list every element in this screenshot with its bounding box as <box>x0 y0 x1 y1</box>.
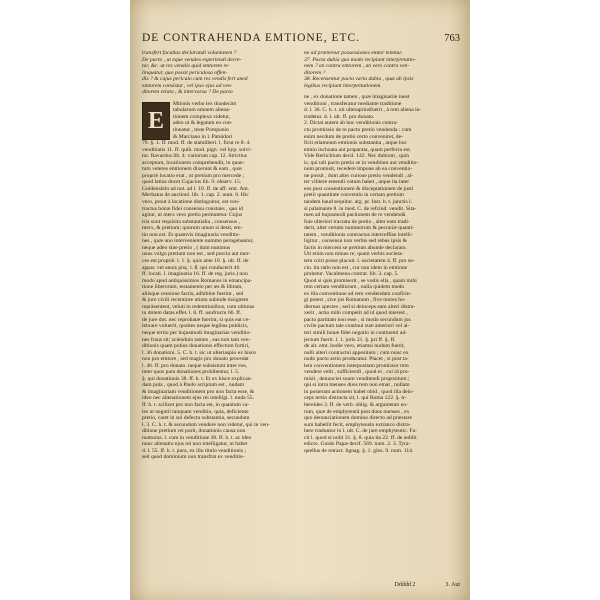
text-line: probetur. Vacalmena contrat. lib. 3. cap. 5. <box>304 271 399 278</box>
right-summary <box>304 50 458 89</box>
text-line: pacto partitam non esse , si modo secundum jus <box>304 316 411 323</box>
signature-mark: Ddddd 2 <box>394 582 416 588</box>
text-line: neque tertio per hujusmodi imaginarias venditio- <box>142 329 252 336</box>
text-line: si palamante 8. in med. C. de refcind. vendit. Sita- <box>304 205 417 212</box>
text-line: Uti enim non minus re, quam verbis societa- <box>304 251 404 258</box>
text-line: misit , denunciet suum venditendi propositum ; <box>304 375 410 382</box>
text-line: venditiatis 11. ff. quib. mod. pign. vel hyp. solvi- <box>142 146 252 153</box>
text-line: rum, quæ de emphyteutâ post duos menses , ex <box>304 408 410 415</box>
text-line: tur. Ravardus lib. 4. variorum cap. 12. Strictius <box>142 153 248 160</box>
text-line: modo apud antiquissimos Romanos in emancipa- <box>142 277 253 284</box>
text-line: tio non est. Et quamvis imaginaria venditio- <box>142 231 241 238</box>
text-line: nudo pacto actio producatur. Placet , si post ta- <box>304 356 409 363</box>
text-line: unus vulgo pretium non est , sed porcio aut mer- <box>142 251 251 258</box>
text-line: l. 36 donationi. 5. C. h. t. sic ut ulteriaspio ex hisce <box>142 349 256 356</box>
text-line: Merhatus de auctioni. lib. 1. cap. 2. num. 6. Hic <box>142 192 249 199</box>
page-footer <box>142 582 460 590</box>
text-line: ditionis quam potius donationis effectum fortiri, <box>142 343 250 350</box>
text-line: ff. h. t. scilicet pro non facta est, in quantum va- <box>142 401 250 408</box>
text-line: pretii quantitate conventio in certam pretium <box>304 192 404 199</box>
catchword: 3. Aut <box>445 582 460 588</box>
text-line: & jure civili recentiore utium subinde insignem <box>142 297 249 304</box>
text-line: cio. ita ratio non est , cur non idem in emtione <box>304 264 408 271</box>
text-line: neque adeo sine pretio , ( dum nummus <box>142 244 231 251</box>
text-line: 79. §. 1. ff. mod. ff. de statuliberi. l. ficut re 8. 4. <box>142 140 251 147</box>
text-line: d. l. 55. ff. h. t. pura, ex illo titulo venditionis ; <box>142 447 246 454</box>
text-line: men ad hujusmodi pactionem de re vendendâ <box>304 212 406 219</box>
text-line: tandem haud sequitur. arg. pr. Inst. h. t. junctis l. <box>304 199 413 206</box>
book-page <box>130 0 470 600</box>
text-line: enim necdum de pretio certo conveniret, de- <box>304 133 403 140</box>
text-line: bereides 3. ff. de verb. oblig. & argumento eo- <box>304 401 408 408</box>
text-line: les ut negotii tanquam venditio, quia, deficiente <box>142 408 249 415</box>
text-line: edicto. Guido Papæ decif. 569. num. 2. 3. Tyra- <box>304 441 411 448</box>
text-line: tur, &c. ut res venalis quid emtorem re- <box>142 63 230 70</box>
text-line: Quod si quis promiserit , se vodis ella , quam mihi <box>304 277 417 284</box>
text-line: ficit etiamnum emtionis substantia , atque hoc <box>304 140 407 147</box>
text-line: xerit , actio mihi competit ad id quod interest , <box>304 310 408 317</box>
text-line: rem certam venditurum , nulla quidem modo <box>304 284 405 291</box>
text-line: jectum fuerit. l. 1. juris 21. §. pri ff. §. ff. <box>304 336 396 343</box>
text-line: ces est propriè. l. 1. §. quis ante 10. §. ult. ff. de <box>142 257 249 264</box>
text-line: d. l. 36. C. h. t. uti ulterapriusfuerit , à rem aliena lu- <box>304 107 422 114</box>
text-line: ideo nec alienationem ejus rei intelligi. l. nuda 55. <box>142 395 254 402</box>
text-line: tria sunt requisita substantialia , consensus , <box>142 218 240 225</box>
text-line: ff. locati. l. imaginaria 16. ff. de reg. juris.) non <box>142 271 248 278</box>
text-line: quo denunciationem domino directo ad præstare <box>304 415 412 422</box>
text-line: nem ? an contra emtorem , an vero contra ven- <box>304 63 410 70</box>
initial-letter: E <box>147 107 164 134</box>
text-line: 37. Pacta dubia quo modo recipiant interpretatio- <box>304 56 416 63</box>
text-line: De pacto , ut eque venales experiendi decre- <box>142 56 242 63</box>
text-line: l. 3. C. h. t. & secundum vendere non videtur, qui in ven- <box>142 421 270 428</box>
text-line: tione liberorum, testamento per æs & libram, <box>142 284 243 291</box>
text-line: dis ? & cujus periculo cum res vendis fert aned <box>142 76 248 83</box>
text-line: tem coiri posse placuit. l. societatem 4. ff. pro so- <box>304 257 415 264</box>
text-line: matturus. l. cum in venditione 38. ff. h. t. ac ideo <box>142 434 252 441</box>
text-line: 2. Dictat autem ab hoc venditionis contra- <box>304 120 398 127</box>
text-line: inter quos para donationes prohibentur, l. 5. <box>142 369 240 376</box>
opening-paragraph <box>142 101 296 461</box>
text-line: derit, alter certam nummorum & pecuniæ quanti- <box>304 225 415 232</box>
text-line: & Marciano in l. Patuldori <box>173 133 233 140</box>
text-line: tionem complexa videtur, <box>173 113 231 120</box>
text-line: tradetur. d. l. ult. ff. pro donato. <box>304 113 375 120</box>
text-line: tractus bonæ fidei consensu constans , quo id <box>142 205 243 212</box>
text-line: ditorem ? <box>304 69 326 76</box>
text-line: Vide Berlichium decil. 142. Nec dubium , quin <box>304 153 409 160</box>
text-line: tabularum omnem aliena- <box>173 107 231 114</box>
text-line: diernos spectes ; sed si deinceps eam alteri distra- <box>304 303 416 310</box>
text-line: ex illa conventione ad rem vendendam confirin- <box>304 290 412 297</box>
text-line: vendere velit , sufficiendi , quod ei , cui id pro- <box>304 369 410 376</box>
text-line: emtio inchoata aut praparata, quam perfecta est. <box>304 146 412 153</box>
text-line: ligitur , consensu non verbis sed rebus ipsis & <box>304 238 408 245</box>
text-line: linquatur, quo possit periculosa offen- <box>142 69 228 76</box>
text-line: fuie ulteriori tractatu de pretio , alter eam tradi- <box>304 218 410 225</box>
text-line: appar. vel anuis pisç. l. ß. qui conducerit 46. <box>142 264 241 271</box>
text-line: l. 46. ff. pro donato. neque subsistunt inter eos, <box>142 362 248 369</box>
page-header <box>142 32 460 46</box>
text-line: legibus recipiunt interpretationem. <box>304 82 382 89</box>
left-summary <box>142 50 296 96</box>
text-line: num promisit, recedere impune ab ea conventio- <box>304 166 413 173</box>
text-line: 38. Recensentur pacta varia dubia , quæ ab ipsis <box>304 76 414 83</box>
text-line: Mtionis verbo lex duodecim <box>173 100 237 107</box>
text-line: quellus de retract. lignag. §. 1. glos. 9. num. 114. <box>304 447 414 454</box>
text-line: cit l. quod si nolit 31. §. 8. quia ita 22. ff. de ædilit. <box>304 434 418 441</box>
text-line: here traduntur in l. ult. C. de jure emphyteutic. Fa- <box>304 428 417 435</box>
text-line: tum veteres emtionem dixerunt & eam , quæ <box>142 166 242 173</box>
text-line: sed quod dominium non transfrat ex venditio- <box>142 454 245 461</box>
text-line: emtorem consistat , vel ipso ejus ad ven- <box>142 82 233 89</box>
decorated-initial <box>142 102 170 140</box>
text-line: gi potest , sive jus Romanum , five mores ho- <box>304 297 406 304</box>
text-line: is, qui tali pacto pretio se in venditum aut venditio- <box>304 159 419 166</box>
text-line: ne possit , dum alter curiose pretio vendendi , al- <box>304 172 414 179</box>
running-title: DE CONTRAHENDA EMTIONE, ETC. <box>142 32 361 44</box>
text-line: nes , quæ uno interveniente nummo peragebantur, <box>142 238 254 245</box>
text-line: ne ad prætereur possessiones emtor tenetur. <box>304 50 403 56</box>
text-line: & imaginariam venditionem pro non facta esse, & <box>142 388 255 395</box>
text-line: dam puta , quod à Paulo scriptum est , nudam <box>142 382 245 389</box>
text-line: acceptum, locationem comprehendit, in quan- <box>142 159 245 166</box>
text-line: in posteram actionem habet obid , quod illa dein- <box>304 388 414 395</box>
text-line: qui si intra menses duos rem non emat , nullam <box>304 382 410 389</box>
text-line: Goldenslein ad not. ad l. 10. ff. de aff. emt. Ant. <box>142 185 250 192</box>
text-line: adeo ut & legatum eo con- <box>173 120 233 127</box>
text-line: sum habetiit fecit, emphyteusin extranco distra- <box>304 421 411 428</box>
text-line: nulli alteri contractui appositum ; cum nunc ex <box>304 349 409 356</box>
text-line: vero, prout à locatione distinguitur, est con- <box>142 199 240 206</box>
text-line: quod latius docet Cujacius lib. 9. observ. 15. <box>142 179 242 186</box>
text-line: nes fraus sit; scienduin tamen , eas non tam ven- <box>142 336 251 343</box>
text-line: repräsentent, veluti in redemtionibus, cum ultimas <box>142 303 255 310</box>
text-line: eos post consentionem & disceptationem de justi <box>304 185 414 192</box>
text-line: merx, & pretium; quorum unum si desit, em- <box>142 225 243 232</box>
text-line: transfert facultas declarandi voluntatem ? <box>142 50 237 56</box>
text-line: tineatur , teste Pomponio <box>173 127 229 134</box>
text-line: aliisque cessione factis, adhibitæ fuerint , sed <box>142 290 244 297</box>
page-number: 763 <box>444 33 460 44</box>
text-line: non pro emtore , sed magis pro donato procedat <box>142 356 249 363</box>
text-line: ceps tertio distracta sit, l. qui Roma 122. §. tr- <box>304 395 407 402</box>
text-line: ter vilitere emendi votum habet , atque ita inter <box>304 179 410 186</box>
text-line: nunc alienatio ejus rei non intelligatur, ut habet <box>142 441 248 448</box>
text-line: venditioni , transferatur mediante traditione <box>304 100 402 107</box>
text-line: ditione pretium rei porit, donationis causa non <box>142 428 246 435</box>
right-column <box>304 50 458 578</box>
text-line: teri simili bonæ fidei negotio in continenti ad- <box>304 329 408 336</box>
text-line: de ait. emt. hodie vero, etiamsi nudum fuerit, <box>304 343 405 350</box>
text-line: pretio, caret in sui defectu substantia, secundum <box>142 415 250 422</box>
text-line: factis in merceni se pretium abunde declarato. <box>304 244 407 251</box>
text-line: in dotem datas effet. l. 6. ff. usufructu 66. ff. <box>142 310 242 317</box>
text-line: tatem , venditionis contractus interceffise intelli- <box>304 231 413 238</box>
left-column <box>142 50 296 578</box>
text-line: propriè locatio erat , ut pretium pro mercede ; <box>142 172 245 179</box>
text-line: ctu promissio de re pacto pretio vendenda : cum <box>304 127 412 134</box>
text-line: de jure dot. nec reprobatæ fuerint, si quis eat ce- <box>142 316 250 323</box>
text-line: civile pactum tale continui suæ anteriori vel al- <box>304 323 410 330</box>
left-body-text <box>142 101 296 461</box>
text-line: agitur, ut merx vero pretio permutetur. Cujus <box>142 212 243 219</box>
text-line: lem conventionem interpositam promissor rem <box>304 362 409 369</box>
text-line: ditorem relata , & intervorsa ? De pacto <box>142 89 233 96</box>
text-line: §. qui donationis 38. ff. h. t. Et ex hisce explican- <box>142 375 253 382</box>
right-body-text <box>304 94 458 454</box>
text-line: lebrare voluerit, quoties neque legibus publicis, <box>142 323 249 330</box>
text-line: ne , ex donatione tamen , quæ imaginariæ inest <box>304 94 410 101</box>
